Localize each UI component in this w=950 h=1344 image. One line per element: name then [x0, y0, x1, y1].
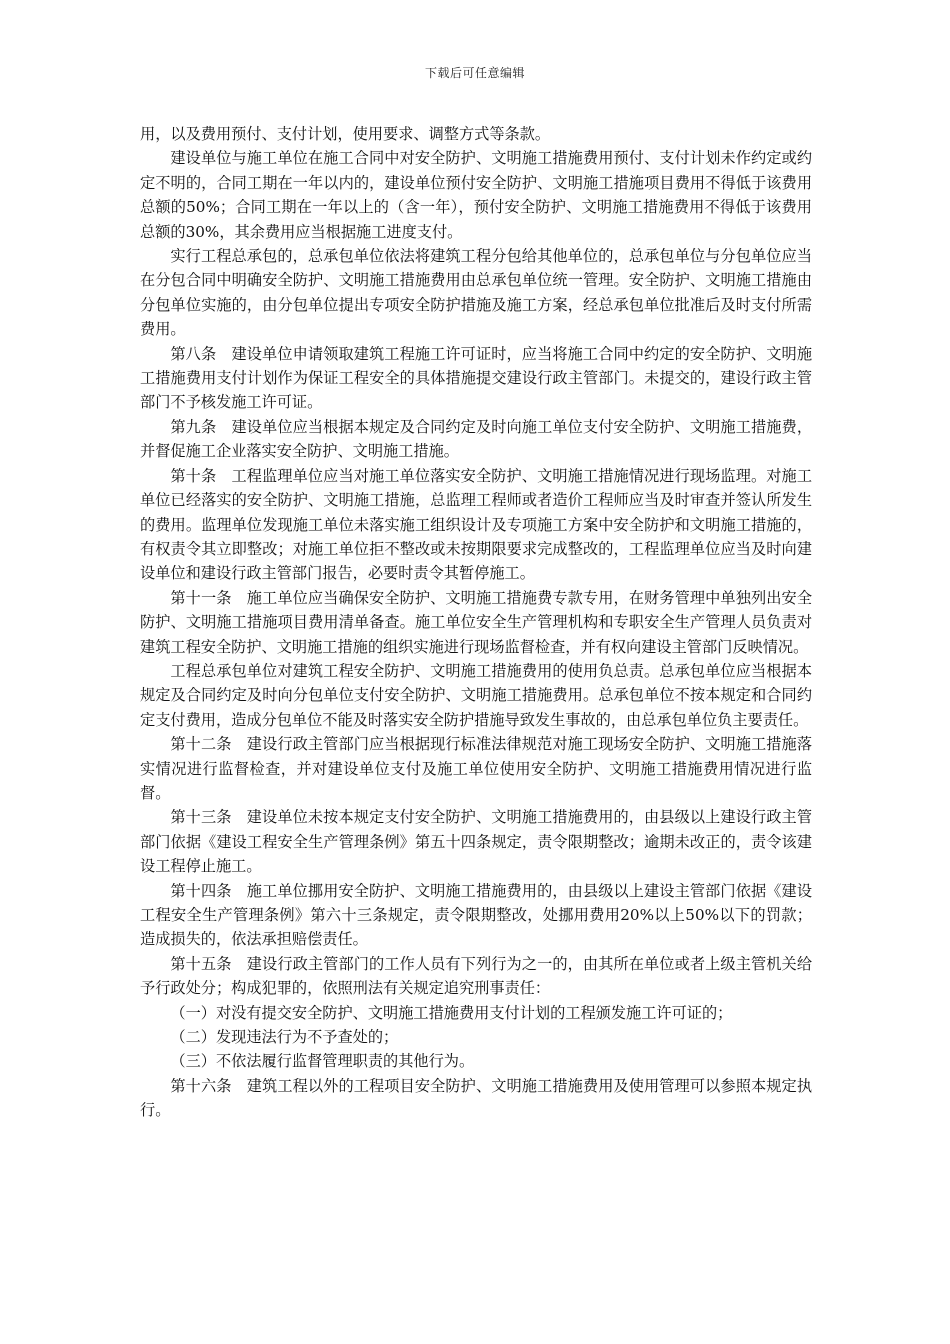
article-12: 第十二条 建设行政主管部门应当根据现行标准法律规范对施工现场安全防护、文明施工措施落实情况进行监督检查，并对建设单位支付及施工单位使用安全防护、文明施工措施费用情况进行监督。	[140, 735, 812, 802]
article-10: 第十条 工程监理单位应当对施工单位落实安全防护、文明施工措施情况进行现场监理。对施工单位已经落实的安全防护、文明施工措施，总监理工程师或者造价工程师应当及时审查并签认所发生的费用。监理单位发现施工单位未落实施工组织设计及专项施工方案中安全防护和文明施工措施的，有权责令其立即整改；对施工单位拒不整改或未按期限要求完成整改的，工程监理单位应当及时向建设单位和建设行政主管部门报告，必要时责令其暂停施工。	[140, 466, 812, 583]
article-13: 第十三条 建设单位未按本规定支付安全防护、文明施工措施费用的，由县级以上建设行政主管部门依据《建设工程安全生产管理条例》第五十四条规定，责令限期整改；逾期未改正的，责令该建设工程停止施工。	[140, 808, 812, 876]
page-header: 下载后可任意编辑	[424, 66, 525, 80]
article-15: 第十五条 建设行政主管部门的工作人员有下列行为之一的，由其所在单位或者上级主管机关给予行政处分；构成犯罪的，依照刑法有关规定追究刑事责任：	[140, 954, 812, 998]
article-11: 第十一条 施工单位应当确保安全防护、文明施工措施费专款专用，在财务管理中单独列出安全防护、文明施工措施项目费用清单备查。施工单位安全生产管理机构和专职安全生产管理人员负责对建筑工程安全防护、文明施工措施的组织实施进行现场监督检查，并有权向建设主管部门反映情况。	[140, 588, 812, 656]
article-11-paragraph-2: 工程总承包单位对建筑工程安全防护、文明施工措施费用的使用负总责。总承包单位应当根据本规定及合同约定及时向分包单位支付安全防护、文明施工措施费用。总承包单位不按本规定和合同约定支付费用，造成分包单位不能及时落实安全防护措施导致发生事故的，由总承包单位负主要责任。	[140, 661, 812, 729]
paragraph-1: 建设单位与施工单位在施工合同中对安全防护、文明施工措施费用预付、支付计划未作约定或约定不明的，合同工期在一年以内的，建设单位预付安全防护、文明施工措施项目费用不得低于该费用总额的50%；合同工期在一年以上的（含一年），预付安全防护、文明施工措施费用不得低于该费用总额的30%，其余费用应当根据施工进度支付。	[140, 149, 812, 241]
paragraph-0: 用，以及费用预付、支付计划，使用要求、调整方式等条款。	[140, 125, 551, 143]
article-8: 第八条 建设单位申请领取建筑工程施工许可证时，应当将施工合同中约定的安全防护、文明施工措施费用支付计划作为保证工程安全的具体措施提交建设行政主管部门。未提交的，建设行政主管部门不予核发施工许可证。	[140, 344, 812, 412]
article-9: 第九条 建设单位应当根据本规定及合同约定及时向施工单位支付安全防护、文明施工措施费，并督促施工企业落实安全防护、文明施工措施。	[140, 417, 812, 461]
article-16: 第十六条 建筑工程以外的工程项目安全防护、文明施工措施费用及使用管理可以参照本规定执行。	[140, 1076, 812, 1120]
article-15-item-1: （一）对没有提交安全防护、文明施工措施费用支付计划的工程颁发施工许可证的；	[170, 1003, 733, 1022]
article-15-item-3: （三）不依法履行监督管理职责的其他行为。	[170, 1052, 475, 1071]
paragraph-2: 实行工程总承包的，总承包单位依法将建筑工程分包给其他单位的，总承包单位与分包单位应当在分包合同中明确安全防护、文明施工措施费用由总承包单位统一管理。安全防护、文明施工措施由分包单位实施的，由分包单位提出专项安全防护措施及施工方案，经总承包单位批准后及时支付所需费用。	[140, 247, 812, 339]
article-15-item-2: （二）发现违法行为不予查处的；	[170, 1028, 399, 1047]
article-14: 第十四条 施工单位挪用安全防护、文明施工措施费用的，由县级以上建设主管部门依据《建设工程安全生产管理条例》第六十三条规定，责令限期整改，处挪用费用20%以上50%以下的罚款；造成损失的，依法承担赔偿责任。	[140, 881, 812, 949]
document-body	[140, 122, 812, 1123]
